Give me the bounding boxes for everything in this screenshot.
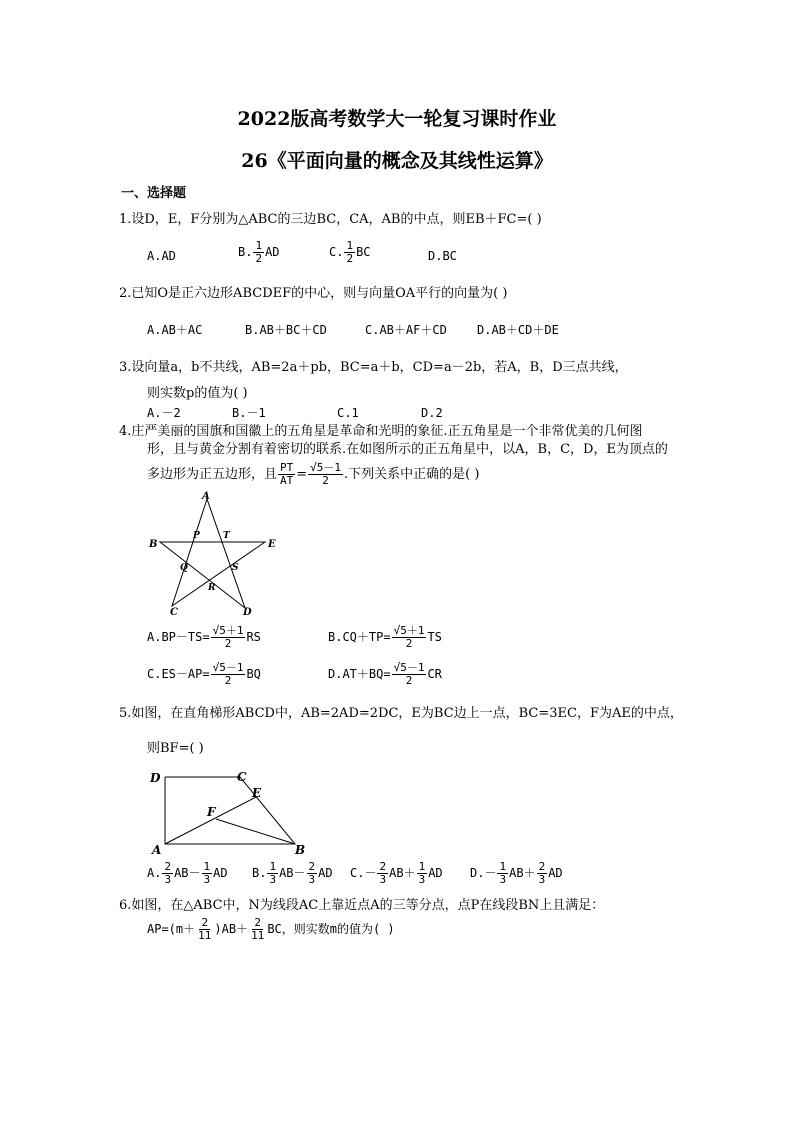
- pentagram-figure: [140, 490, 290, 620]
- q1-option-c: C. $\frac{1}{2}$ BC: [329, 239, 371, 265]
- q5-d-frac1: $\frac{1}{3}$: [499, 860, 507, 886]
- q5-option-a: A. $\frac{2}{3}$ AB－ $\frac{1}{3}$ AD: [147, 860, 228, 886]
- q1-option-b-fraction: $\frac{1}{2}$: [255, 239, 263, 265]
- q3-option-a: A.－2: [147, 406, 181, 420]
- trap-label-e: E: [252, 786, 262, 800]
- page-title: 2022版高考数学大一轮复习课时作业: [237, 108, 557, 130]
- star-label-r: R: [208, 583, 216, 593]
- question-4-stem-2: 形，且与黄金分割有着密切的联系.在如图所示的正五角星中，以A，B，C，D，E为顶点的: [147, 442, 668, 457]
- star-label-q: Q: [180, 563, 188, 573]
- star-label-e: E: [268, 539, 276, 550]
- star-label-d: D: [243, 607, 252, 618]
- question-4-stem-1: 4.庄严美丽的国旗和国徽上的五角星是革命和光明的象征.正五角星是一个非常优美的几何图: [119, 424, 643, 439]
- question-5-stem: 5.如图，在直角梯形ABCD中，AB=2AD=2DC，E为BC边上一点，BC=3EC，F为AE的中点，: [119, 706, 683, 721]
- q4-option-a-fraction: $\frac{√5+1}{2}$: [212, 624, 244, 650]
- question-5-stem-cont: 则BF=( ): [147, 741, 204, 756]
- question-6-stem: 6.如图，在△ABC中，N为线段AC上靠近点A的三等分点，点P在线段BN上且满足：: [119, 898, 605, 913]
- segment-bf: [216, 819, 295, 844]
- q1-option-c-fraction: $\frac{1}{2}$: [346, 239, 354, 265]
- star-label-s: S: [232, 563, 239, 573]
- q4-option-b-fraction: $\frac{√5+1}{2}$: [393, 624, 425, 650]
- q5-option-b: B. $\frac{1}{3}$ AB－ $\frac{2}{3}$ AD: [252, 860, 333, 886]
- trap-label-f: F: [207, 805, 216, 819]
- trap-label-c: C: [237, 770, 247, 784]
- q5-b-frac2: $\frac{2}{3}$: [308, 860, 316, 886]
- q6-frac1: $\frac{2}{11}$: [198, 916, 212, 942]
- trap-label-d: D: [150, 771, 161, 785]
- question-1-stem: 1.设D，E，F分别为△ABC的三边BC，CA，AB的中点，则EB＋FC=( ): [119, 212, 542, 227]
- question-2-stem: 2.已知O是正六边形ABCDEF的中心，则与向量OA平行的向量为( ): [119, 286, 508, 301]
- q5-d-frac2: $\frac{2}{3}$: [538, 860, 546, 886]
- q2-option-d: D.AB＋CD＋DE: [477, 323, 559, 337]
- q4-option-c-fraction: $\frac{√5-1}{2}$: [212, 661, 244, 687]
- q4-option-d-fraction: $\frac{√5-1}{2}$: [393, 661, 425, 687]
- q5-option-c: C.－ $\frac{2}{3}$ AB＋ $\frac{1}{3}$ AD: [350, 860, 443, 886]
- question-3-stem-cont: 则实数p的值为( ): [147, 386, 248, 401]
- q3-option-d: D.2: [421, 406, 443, 420]
- q4-ratio-fraction: $\frac{PT}{AT}$: [280, 461, 294, 487]
- q5-a-frac2: $\frac{1}{3}$: [203, 860, 211, 886]
- q4-option-d: D.AT＋BQ= $\frac{√5-1}{2}$ CR: [328, 661, 442, 687]
- trap-label-b: B: [295, 843, 306, 857]
- star-label-c: C: [170, 607, 178, 618]
- question-3-stem: 3.设向量a，b不共线，AB=2a＋pb，BC=a＋b，CD=a－2b，若A，B，D三点共线，: [119, 360, 628, 375]
- trap-label-a: A: [152, 843, 162, 857]
- q4-option-a: A.BP－TS= $\frac{√5+1}{2}$ RS: [147, 624, 261, 650]
- q2-option-c: C.AB＋AF＋CD: [365, 323, 447, 337]
- q2-option-a: A.AB＋AC: [147, 323, 203, 337]
- star-label-a: A: [202, 491, 210, 502]
- star-label-t: T: [223, 531, 230, 541]
- trapezoid-figure: [145, 766, 315, 858]
- star-label-p: P: [193, 531, 200, 541]
- page-subtitle: 26《平面向量的概念及其线性运算》: [241, 150, 553, 172]
- q3-option-b: B.－1: [232, 406, 266, 420]
- q5-c-frac2: $\frac{1}{3}$: [418, 860, 426, 886]
- q5-a-frac1: $\frac{2}{3}$: [164, 860, 172, 886]
- q5-b-frac1: $\frac{1}{3}$: [269, 860, 277, 886]
- section-heading: 一、选择题: [121, 186, 187, 201]
- q4-option-c: C.ES－AP= $\frac{√5-1}{2}$ BQ: [147, 661, 261, 687]
- q2-option-b: B.AB＋BC＋CD: [245, 323, 327, 337]
- q4-golden-fraction: $\frac{√5-1}{2}$: [310, 461, 342, 487]
- question-6-expression: AP=(m＋ $\frac{2}{11}$ )AB＋ $\frac{2}{11}$ BC，则实数m的值为( ): [147, 916, 395, 942]
- q3-option-c: C.1: [337, 406, 359, 420]
- q6-frac2: $\frac{2}{11}$: [251, 916, 265, 942]
- question-4-stem-3: 多边形为正五边形，且 $\frac{PT}{AT}$ = $\frac{√5-1}{2}$ .下列关系中正确的是( ): [147, 461, 480, 487]
- q1-option-b: B. $\frac{1}{2}$ AD: [238, 239, 280, 265]
- q4-option-b: B.CQ＋TP= $\frac{√5+1}{2}$ TS: [328, 624, 442, 650]
- star-label-b: B: [149, 539, 158, 550]
- q5-option-d: D.－ $\frac{1}{3}$ AB＋ $\frac{2}{3}$ AD: [470, 860, 563, 886]
- q1-option-a: A.AD: [147, 249, 176, 263]
- q1-option-d: D.BC: [428, 249, 457, 263]
- q5-c-frac1: $\frac{2}{3}$: [379, 860, 387, 886]
